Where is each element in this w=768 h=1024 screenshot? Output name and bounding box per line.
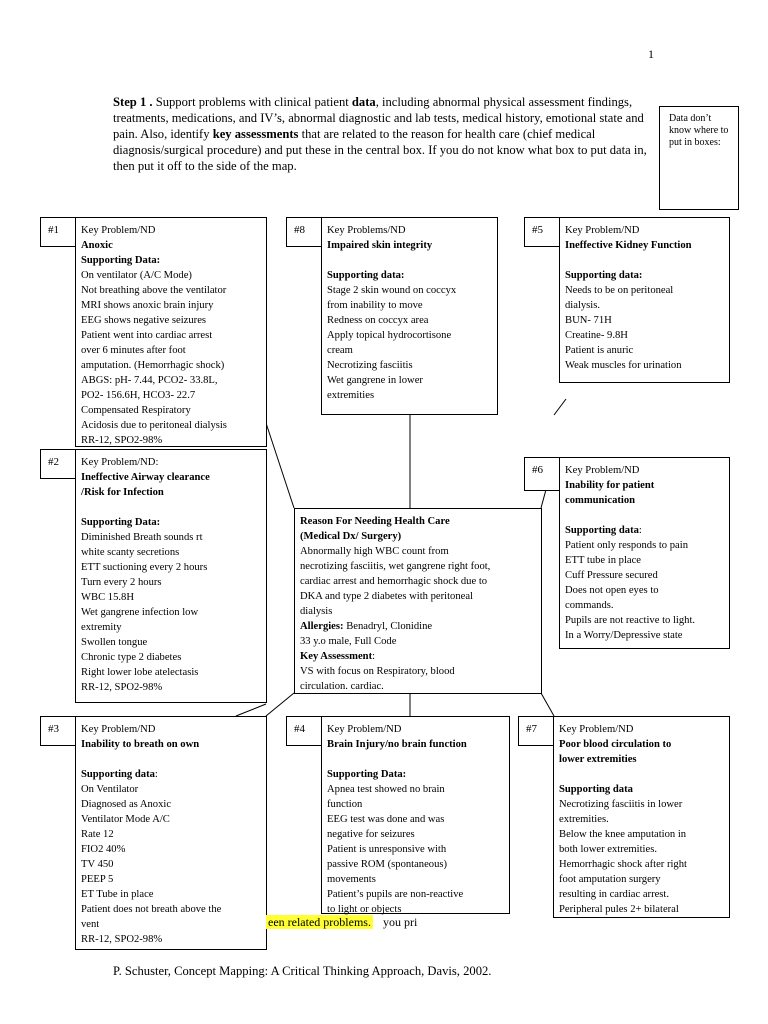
box-1-line: Compensated Respiratory — [81, 405, 191, 416]
box-2-line: Diminished Breath sounds rt — [81, 532, 203, 543]
box-3-line: FIO2 40% — [81, 844, 126, 855]
center-line: dialysis — [300, 606, 333, 617]
unsorted-data-box: Data don’t know where to put in boxes: — [659, 106, 739, 210]
box-1-line: amputation. (Hemorrhagic shock) — [81, 360, 225, 371]
box-6-number: #6 — [524, 457, 560, 491]
box-6-line: Does not open eyes to — [565, 585, 659, 596]
box-4-title: Brain Injury/no brain function — [327, 739, 467, 750]
box-7-header: Key Problem/ND — [559, 724, 634, 735]
box-2-line: extremity — [81, 622, 122, 633]
key-assessment-line: VS with focus on Respiratory, blood — [300, 666, 455, 677]
box-2-line: white scanty secretions — [81, 547, 180, 558]
box-8-line: from inability to move — [327, 300, 423, 311]
box-8-header: Key Problems/ND — [327, 225, 406, 236]
box-1-header: Key Problem/ND — [81, 225, 156, 236]
box-4-line: to light or objects — [327, 904, 402, 915]
box-1-line: EEG shows negative seizures — [81, 315, 207, 326]
box-3-line: vent — [81, 919, 100, 930]
allergies-label: Allergies: — [300, 621, 344, 632]
box-2-line: ETT suctioning every 2 hours — [81, 562, 208, 573]
box-7-line: both lower extremities. — [559, 844, 657, 855]
box-5-line: dialysis. — [565, 300, 601, 311]
box-4-header: Key Problem/ND — [327, 724, 402, 735]
box-6-line: In a Worry/Depressive state — [565, 630, 683, 641]
box-6-line: ETT tube in place — [565, 555, 641, 566]
box-2-label: Supporting Data: — [81, 517, 161, 528]
box-6-line: Patient only responds to pain — [565, 540, 688, 551]
box-4-line: movements — [327, 874, 376, 885]
box-7-line: Necrotizing fasciitis in lower — [559, 799, 683, 810]
center-title-line-1: Reason For Needing Health Care — [300, 516, 450, 527]
center-line: cardiac arrest and hemorrhagic shock due to — [300, 576, 488, 587]
problem-box-5 — [559, 217, 730, 383]
intro-text-2: , including abnormal physical assessment findings, treatments, medications, and IV’s, abnormal diagnostic and lab tests, medical history, emotional state and pain. Also, identify — [113, 95, 644, 141]
box-1-line: ABGS: pH- 7.44, PCO2- 33.8L, — [81, 375, 218, 386]
box-7-line: foot amputation surgery — [559, 874, 661, 885]
box-7-title-line-2: lower extremities — [559, 754, 637, 765]
box-3-label-colon: : — [154, 769, 158, 780]
intro-text-1: Support problems with clinical patient — [152, 95, 352, 109]
box-2-line: WBC 15.8H — [81, 592, 134, 603]
box-5-line: Creatine- 9.8H — [565, 330, 628, 341]
citation: P. Schuster, Concept Mapping: A Critical Thinking Approach, Davis, 2002. — [113, 964, 492, 978]
box-3-title: Inability to breath on own — [81, 739, 200, 750]
box-1-line: over 6 minutes after foot — [81, 345, 186, 356]
center-line: necrotizing fasciitis, wet gangrene right foot, — [300, 561, 491, 572]
box-3-line: Rate 12 — [81, 829, 114, 840]
box-1-line: On ventilator (A/C Mode) — [81, 270, 192, 281]
box-6-label: Supporting data — [565, 525, 639, 536]
box-7-line: Peripheral pules 2+ bilateral — [559, 904, 679, 915]
box-6-line: Pupils are not reactive to light. — [565, 615, 696, 626]
patient-age-code: 33 y.o male, Full Code — [300, 636, 397, 647]
box-3-line: On Ventilator — [81, 784, 139, 795]
problem-box-1 — [75, 217, 267, 447]
key-assessment-label: Key Assessment — [300, 651, 373, 662]
box-8-line: Redness on coccyx area — [327, 315, 429, 326]
box-2-line: Turn every 2 hours — [81, 577, 162, 588]
box-2-line: Chronic type 2 diabetes — [81, 652, 182, 663]
box-7-line: resulting in cardiac arrest. — [559, 889, 670, 900]
intro-emph-key: key assessments — [212, 127, 299, 141]
box-2-header: Key Problem/ND: — [81, 457, 159, 468]
box-1-line: MRI shows anoxic brain injury — [81, 300, 214, 311]
box-7-line: Hemorrhagic shock after right — [559, 859, 687, 870]
box-1-title: Anoxic — [81, 240, 113, 251]
step-label: Step 1 . — [113, 95, 153, 109]
box-2-line: Swollen tongue — [81, 637, 148, 648]
problem-box-2 — [75, 449, 267, 703]
box-7-line: extremities. — [559, 814, 609, 825]
box-4-line: Patient’s pupils are non-reactive — [327, 889, 464, 900]
problem-box-6 — [559, 457, 730, 649]
box-4-line: Apnea test showed no brain — [327, 784, 445, 795]
box-4-line: negative for seizures — [327, 829, 415, 840]
box-5-line: Patient is anuric — [565, 345, 634, 356]
intro-emph-data: data — [351, 95, 376, 109]
box-4-line: passive ROM (spontaneous) — [327, 859, 448, 870]
box-6-line: Cuff Pressure secured — [565, 570, 658, 581]
box-4-line: Patient is unresponsive with — [327, 844, 447, 855]
box-6-title-line-2: communication — [565, 495, 636, 506]
box-8-line: extremities — [327, 390, 375, 401]
box-8-line: cream — [327, 345, 353, 356]
box-7-title-line-1: Poor blood circulation to — [559, 739, 672, 750]
box-2-title-line-1: Ineffective Airway clearance — [81, 472, 210, 483]
central-diagnosis-box — [294, 508, 542, 694]
box-3-line: Diagnosed as Anoxic — [81, 799, 172, 810]
box-3-line: TV 450 — [81, 859, 114, 870]
highlighted-fragment: een related problems. — [268, 915, 371, 929]
obscured-fragment: you pri — [383, 915, 418, 929]
key-assessment-line: circulation. cardiac. — [300, 681, 384, 692]
box-6-line: commands. — [565, 600, 614, 611]
box-1-line: Not breathing above the ventilator — [81, 285, 227, 296]
box-3-line: PEEP 5 — [81, 874, 114, 885]
box-5-line: Weak muscles for urination — [565, 360, 682, 371]
box-2-title-line-2: /Risk for Infection — [81, 487, 164, 498]
box-3-line: ET Tube in place — [81, 889, 154, 900]
box-1-label: Supporting Data: — [81, 255, 161, 266]
box-5-line: Needs to be on peritoneal — [565, 285, 674, 296]
box-1-line: RR-12, SPO2-98% — [81, 435, 163, 446]
box-2-line: Wet gangrene infection low — [81, 607, 199, 618]
box-5-title: Ineffective Kidney Function — [565, 240, 692, 251]
box-5-line: BUN- 71H — [565, 315, 612, 326]
box-2-number: #2 — [40, 449, 76, 479]
box-7-line: Below the knee amputation in — [559, 829, 687, 840]
box-4-line: function — [327, 799, 363, 810]
box-5-header: Key Problem/ND — [565, 225, 640, 236]
center-title-line-2: (Medical Dx/ Surgery) — [300, 531, 402, 542]
key-assessment-colon: : — [372, 651, 376, 662]
box-2-line: RR-12, SPO2-98% — [81, 682, 163, 693]
box-8-number: #8 — [286, 217, 322, 247]
problem-box-7 — [553, 716, 730, 918]
box-1-number: #1 — [40, 217, 76, 247]
box-8-line: Apply topical hydrocortisone — [327, 330, 452, 341]
box-5-number: #5 — [524, 217, 560, 247]
box-6-header: Key Problem/ND — [565, 465, 640, 476]
allergies-value: Benadryl, Clonidine — [343, 621, 433, 632]
box-7-label: Supporting data — [559, 784, 633, 795]
box-1-line: Patient went into cardiac arrest — [81, 330, 213, 341]
box-3-number: #3 — [40, 716, 76, 746]
intro-text-3: that are related to the reason for health care (chief medical diagnosis/surgical procedure) and put these in the central box. If you do not know what box to put data in, then put it off to the side of the map. — [113, 127, 647, 173]
box-5-label: Supporting data: — [565, 270, 643, 281]
box-1-line: Acidosis due to peritoneal dialysis — [81, 420, 227, 431]
box-3-line: Ventilator Mode A/C — [81, 814, 170, 825]
box-8-line: Wet gangrene in lower — [327, 375, 423, 386]
box-8-title: Impaired skin integrity — [327, 240, 433, 251]
box-8-line: Stage 2 skin wound on coccyx — [327, 285, 457, 296]
center-line: DKA and type 2 diabetes with peritoneal — [300, 591, 473, 602]
problem-box-3 — [75, 716, 267, 950]
box-3-label: Supporting data — [81, 769, 155, 780]
box-4-label: Supporting Data: — [327, 769, 407, 780]
center-line: Abnormally high WBC count from — [300, 546, 449, 557]
box-7-number: #7 — [518, 716, 554, 746]
box-4-line: EEG test was done and was — [327, 814, 445, 825]
problem-box-8 — [321, 217, 498, 415]
problem-box-4 — [321, 716, 510, 914]
box-6-title-line-1: Inability for patient — [565, 480, 655, 491]
box-6-label-colon: : — [638, 525, 642, 536]
box-3-line: RR-12, SPO2-98% — [81, 934, 163, 945]
page-number: 1 — [648, 47, 654, 61]
box-8-label: Supporting data: — [327, 270, 405, 281]
box-4-number: #4 — [286, 716, 322, 746]
box-8-line: Necrotizing fasciitis — [327, 360, 413, 371]
box-3-line: Patient does not breath above the — [81, 904, 222, 915]
box-1-line: PO2- 156.6H, HCO3- 22.7 — [81, 390, 196, 401]
box-2-line: Right lower lobe atelectasis — [81, 667, 199, 678]
box-3-header: Key Problem/ND — [81, 724, 156, 735]
